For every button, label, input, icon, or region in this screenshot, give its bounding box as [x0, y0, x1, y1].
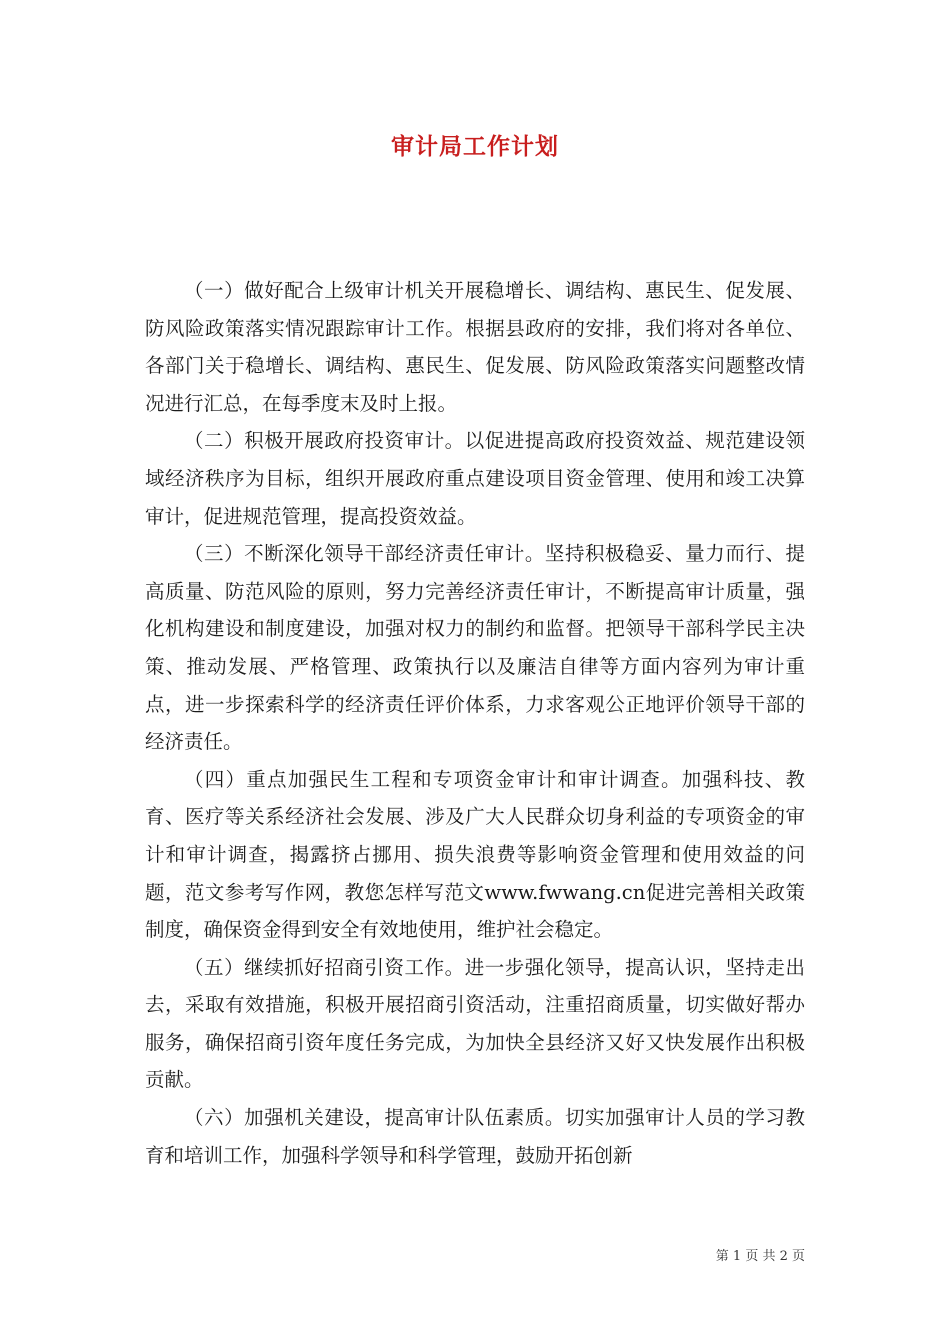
paragraph-5: （五）继续抓好招商引资工作。进一步强化领导，提高认识，坚持走出去，采取有效措施，积极开展招商引资活动，注重招商质量，切实做好帮办服务，确保招商引资年度任务完成，为加快全县经济又好又快发展作出积极贡献。 [145, 955, 805, 1092]
paragraph-2: （二）积极开展政府投资审计。以促进提高政府投资效益、规范建设领域经济秩序为目标，组织开展政府重点建设项目资金管理、使用和竣工决算审计，促进规范管理，提高投资效益。 [145, 429, 805, 528]
page-number-footer: 第 1 页 共 2 页 [715, 1249, 805, 1264]
paragraph-6: （六）加强机关建设，提高审计队伍素质。切实加强审计人员的学习教育和培训工作，加强科学领导和科学管理，鼓励开拓创新 [145, 1106, 805, 1167]
document-title: 审计局工作计划 [391, 133, 559, 160]
paragraph-4: （四）重点加强民生工程和专项资金审计和审计调查。加强科技、教育、医疗等关系经济社会发展、涉及广大人民群众切身利益的专项资金的审计和审计调查，揭露挤占挪用、损失浪费等影响资金管理和使用效益的问题，范文参考写作网，教您怎样写范文www.fwwang.cn促进完善相关政策制度，确保资金得到安全有效地使用，维护社会稳定。 [145, 767, 805, 942]
paragraph-3: （三）不断深化领导干部经济责任审计。坚持积极稳妥、量力而行、提高质量、防范风险的原则，努力完善经济责任审计，不断提高审计质量，强化机构建设和制度建设，加强对权力的制约和监督。把领导干部科学民主决策、推动发展、严格管理、政策执行以及廉洁自律等方面内容列为审计重点，进一步探索科学的经济责任评价体系，力求客观公正地评价领导干部的经济责任。 [145, 542, 805, 754]
document-body [145, 272, 805, 1174]
paragraph-1: （一）做好配合上级审计机关开展稳增长、调结构、惠民生、促发展、防风险政策落实情况跟踪审计工作。根据县政府的安排，我们将对各单位、各部门关于稳增长、调结构、惠民生、促发展、防风险政策落实问题整改情况进行汇总，在每季度末及时上报。 [145, 279, 805, 415]
